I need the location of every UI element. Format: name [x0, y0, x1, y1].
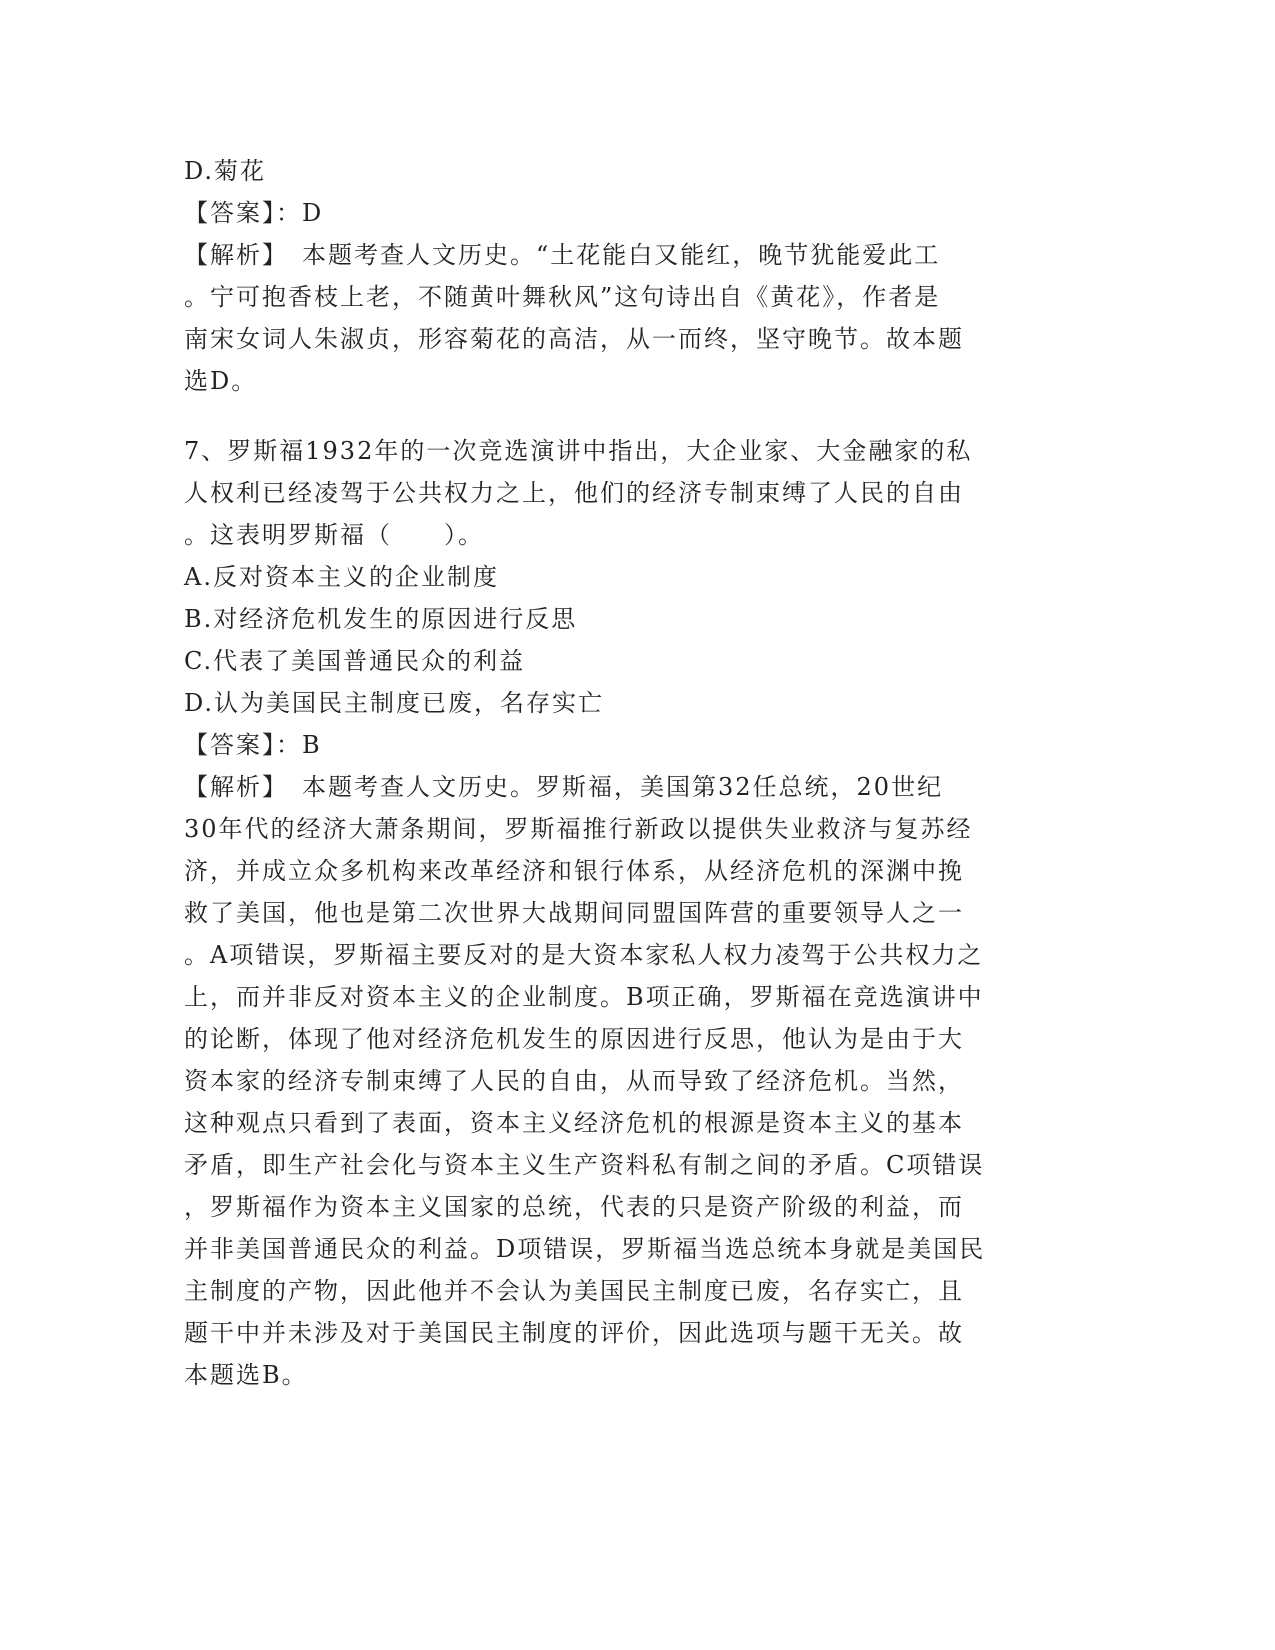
option-c: C.代表了美国普通民众的利益 [184, 647, 526, 675]
analysis-line: 资本家的经济专制束缚了人民的自由，从而导致了经济危机。当然， [184, 1067, 964, 1095]
analysis-line: ，罗斯福作为资本主义国家的总统，代表的只是资产阶级的利益，而 [184, 1193, 964, 1221]
analysis-line: 主制度的产物，因此他并不会认为美国民主制度已废，名存实亡，且 [184, 1277, 964, 1305]
analysis-line: 。A项错误，罗斯福主要反对的是大资本家私人权力凌驾于公共权力之 [184, 941, 984, 969]
analysis-line: 济，并成立众多机构来改革经济和银行体系，从经济危机的深渊中挽 [184, 857, 964, 885]
answer-line: 【答案】：B [184, 731, 322, 759]
analysis-line: 并非美国普通民众的利益。D项错误，罗斯福当选总统本身就是美国民 [184, 1235, 986, 1263]
document-content [184, 150, 1084, 1396]
analysis-line: 这种观点只看到了表面，资本主义经济危机的根源是资本主义的基本 [184, 1109, 964, 1137]
question-stem-line: 7、罗斯福1932年的一次竞选演讲中指出，大企业家、大金融家的私 [184, 437, 973, 465]
option-d: D.认为美国民主制度已废，名存实亡 [184, 689, 605, 717]
option-d: D.菊花 [184, 157, 267, 185]
question-7 [184, 430, 1084, 1396]
question-stem-line: 。这表明罗斯福（ ）。 [184, 521, 484, 549]
analysis-line: 救了美国，他也是第二次世界大战期间同盟国阵营的重要领导人之一 [184, 899, 964, 927]
analysis-line: 【解析】 本题考查人文历史。“土花能白又能红，晚节犹能爱此工 [184, 241, 941, 269]
option-a: A.反对资本主义的企业制度 [184, 563, 499, 591]
analysis-line: 【解析】 本题考查人文历史。罗斯福，美国第32任总统，20世纪 [184, 773, 944, 801]
option-b: B.对经济危机发生的原因进行反思 [184, 605, 578, 633]
analysis-line: 南宋女词人朱淑贞，形容菊花的高洁，从一而终，坚守晚节。故本题 [184, 325, 964, 353]
analysis-line: 题干中并未涉及对于美国民主制度的评价，因此选项与题干无关。故 [184, 1319, 964, 1347]
section-gap [184, 402, 1084, 430]
analysis-line: 选D。 [184, 367, 258, 395]
analysis-line: 。宁可抱香枝上老，不随黄叶舞秋风”这句诗出自《黄花》，作者是 [184, 283, 941, 311]
question-stem-line: 人权利已经凌驾于公共权力之上，他们的经济专制束缚了人民的自由 [184, 479, 964, 507]
analysis-line: 本题选B。 [184, 1361, 308, 1389]
question-6-tail [184, 150, 1084, 402]
answer-line: 【答案】：D [184, 199, 324, 227]
analysis-line: 矛盾，即生产社会化与资本主义生产资料私有制之间的矛盾。C项错误 [184, 1151, 985, 1179]
analysis-line: 的论断，体现了他对经济危机发生的原因进行反思，他认为是由于大 [184, 1025, 964, 1053]
analysis-line: 上，而并非反对资本主义的企业制度。B项正确，罗斯福在竞选演讲中 [184, 983, 984, 1011]
analysis-line: 30年代的经济大萧条期间，罗斯福推行新政以提供失业救济与复苏经 [184, 815, 973, 843]
